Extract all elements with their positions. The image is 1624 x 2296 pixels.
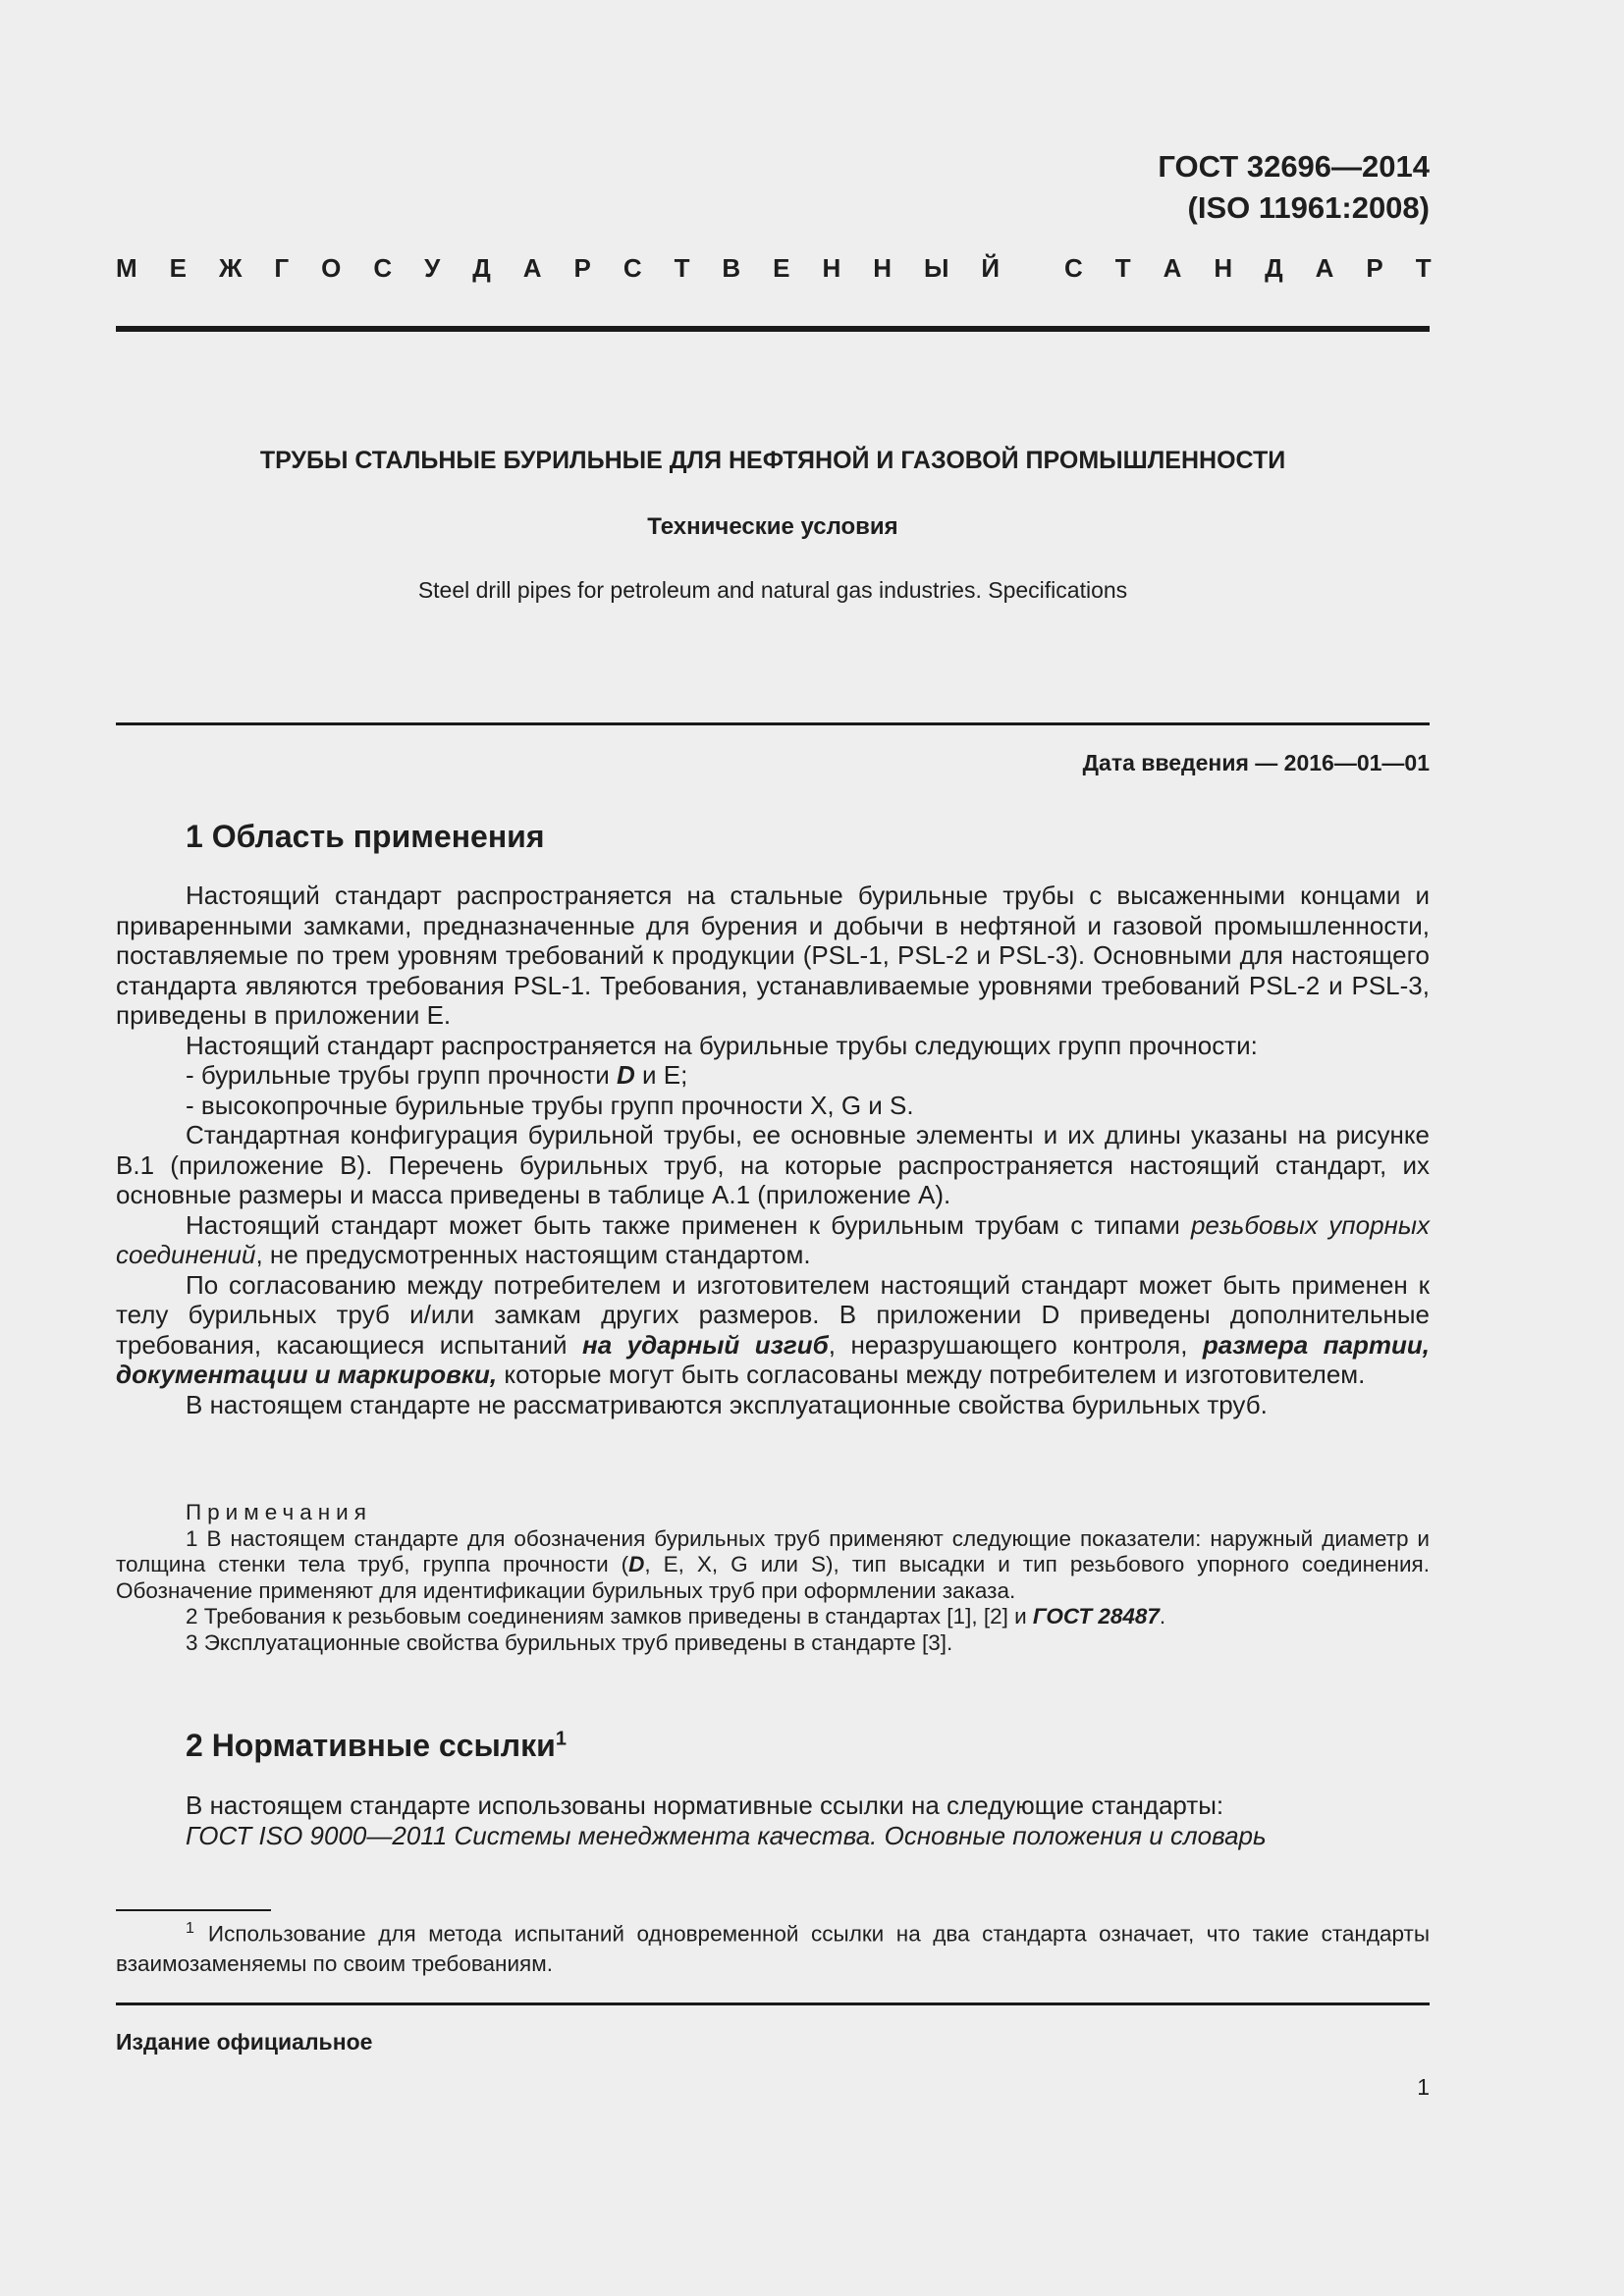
paragraph: Настоящий стандарт распространяется на стальные бурильные трубы с высаженными концами и приваренными замками, предназначенные для бурения и добычи в нефтяной и газовой промышленности, поставляемые по трем уровням требований к продукции (PSL-1, PSL-2 и PSL-3). Основными для настоящего стандарта являются требования PSL-1. Требования, устанавливаемые уровнями требований PSL-2 и PSL-3, приведены в приложении Е. xyxy=(116,881,1430,1030)
normative-reference: ГОСТ ISO 9000—2011 Системы менеджмента качества. Основные положения и словарь xyxy=(186,1820,1267,1850)
category-letter: А xyxy=(1163,253,1182,283)
note-text: 1 В настоящем стандарте для обозначения бурильных труб применяют следующие показатели: наружный диаметр и толщина стенки тела труб, группа прочности ( xyxy=(116,1525,1430,1576)
category-letter: Ы xyxy=(923,253,949,283)
category-letter: У xyxy=(424,253,441,283)
footnote-body: Использование для метода испытаний одновременной ссылки на два стандарта означает, что такие стандарты взаимозаменяемы по своим требованиям. xyxy=(116,1921,1430,1976)
paragraph-text: , не предусмотренных настоящим стандартом. xyxy=(255,1240,811,1269)
strength-group-d: D xyxy=(617,1060,635,1090)
note-text: . xyxy=(1159,1604,1166,1629)
note-item: 3 Эксплуатационные свойства бурильных труб приведены в стандарте [3]. xyxy=(186,1629,953,1655)
paragraph-text: Настоящий стандарт может быть также применен к бурильным трубам с типами xyxy=(186,1209,1191,1240)
category-letter: С xyxy=(373,253,393,283)
emphasis-text: на ударный изгиб xyxy=(582,1329,829,1360)
note-text: , Е, X, G или S), тип высадки и тип резьбового упорного соединения. Обозначение применяют для идентификации бурильных труб при оформлении заказа. xyxy=(116,1552,1430,1603)
category-letter: Н xyxy=(1214,253,1233,283)
category-letter: Т xyxy=(1415,253,1432,283)
gost-reference: ГОСТ 28487 xyxy=(1032,1604,1160,1629)
edition-label: Издание официальное xyxy=(116,2029,373,2055)
paragraph-text: , неразрушающего контроля, xyxy=(828,1329,1203,1360)
footnote-text xyxy=(116,1914,1430,1979)
list-item xyxy=(116,1060,1430,1091)
category-letter: Г xyxy=(274,253,290,283)
footnote xyxy=(116,1914,1430,1979)
category-letter: С xyxy=(1064,253,1083,283)
iso-number: (ISO 11961:2008) xyxy=(1187,190,1430,225)
footnote-marker: 1 xyxy=(555,1728,567,1750)
paragraph-text: которые могут быть согласованы между потребителем и изготовителем. xyxy=(497,1360,1366,1389)
paragraph: Настоящий стандарт распространяется на бурильные трубы следующих групп прочности: xyxy=(186,1030,1258,1060)
footnote-rule xyxy=(116,1909,271,1911)
section-2-heading xyxy=(186,1728,567,1764)
document-subtitle: Технические условия xyxy=(647,513,898,540)
note-text: 2 Требования к резьбовым соединениям замков приведены в стандартах [1], [2] и xyxy=(186,1604,1033,1629)
notes-heading: Примечания xyxy=(186,1500,372,1524)
category-letter: Р xyxy=(1366,253,1383,283)
english-title: Steel drill pipes for petroleum and natural gas industries. Specifications xyxy=(417,577,1128,603)
emphasis-text: резьбовых упорных соединений xyxy=(116,1209,1430,1269)
category-letter: Т xyxy=(674,253,690,283)
category-letter: С xyxy=(623,253,642,283)
category-letter: М xyxy=(116,253,137,283)
page-number: 1 xyxy=(1417,2074,1430,2100)
section-1-heading: 1 Область применения xyxy=(186,819,545,854)
document-title: ТРУБЫ СТАЛЬНЫЕ БУРИЛЬНЫЕ ДЛЯ НЕФТЯНОЙ И ГАЗОВОЙ ПРОМЫШЛЕННОСТИ xyxy=(259,447,1286,474)
category-letter: А xyxy=(1315,253,1334,283)
category-letter: А xyxy=(522,253,542,283)
paragraph: В настоящем стандарте использованы нормативные ссылки на следующие стандарты: xyxy=(186,1790,1224,1820)
standard-number: ГОСТ 32696—2014 xyxy=(1158,149,1430,184)
category-letter: В xyxy=(722,253,741,283)
notes-block xyxy=(116,1500,1430,1656)
paragraph xyxy=(116,1270,1430,1390)
category-letter: Р xyxy=(573,253,591,283)
standard-category-heading xyxy=(116,253,1432,284)
introduction-date: Дата введения — 2016—01—01 xyxy=(1082,750,1430,775)
header-rule xyxy=(116,326,1430,332)
section-2-heading-text: 2 Нормативные ссылки xyxy=(186,1728,556,1763)
emphasis-text: размера партии, документации и маркировки, xyxy=(116,1329,1430,1389)
category-letter: Й xyxy=(981,253,1001,283)
category-letter: Е xyxy=(169,253,187,283)
list-text: и Е; xyxy=(634,1060,688,1090)
list-text: - бурильные трубы групп прочности xyxy=(186,1060,617,1090)
section-1-body xyxy=(116,881,1430,1419)
paragraph xyxy=(116,1210,1430,1270)
paragraph-text: По согласованию между потребителем и изготовителем настоящий стандарт может быть применен к телу бурильных труб и/или замкам других размеров. В приложении D приведены дополнительные требования, касающиеся испытаний xyxy=(116,1269,1430,1360)
footer-rule xyxy=(116,2002,1430,2005)
category-letter: Д xyxy=(472,253,491,283)
note-item xyxy=(116,1526,1430,1605)
category-letter: Т xyxy=(1114,253,1131,283)
category-letter: Ж xyxy=(218,253,243,283)
category-letter: Д xyxy=(1265,253,1283,283)
paragraph: В настоящем стандарте не рассматриваются эксплуатационные свойства бурильных труб. xyxy=(186,1389,1268,1419)
footnote-mark: 1 xyxy=(186,1920,194,1937)
category-letter: Н xyxy=(822,253,841,283)
paragraph: Стандартная конфигурация бурильной трубы, ее основные элементы и их длины указаны на рисунке В.1 (приложение В). Перечень бурильных труб, на которые распространяется настоящий стандарт, их основные размеры и масса приведены в таблице А.1 (приложение А). xyxy=(116,1120,1430,1209)
section-2-body xyxy=(116,1790,1430,1850)
category-letter: Н xyxy=(873,253,893,283)
strength-group-d: D xyxy=(628,1552,645,1576)
note-item xyxy=(116,1604,1430,1630)
title-rule xyxy=(116,722,1430,725)
list-item: - высокопрочные бурильные трубы групп прочности X, G и S. xyxy=(186,1090,914,1120)
category-letter: О xyxy=(321,253,342,283)
category-letter: Е xyxy=(773,253,790,283)
